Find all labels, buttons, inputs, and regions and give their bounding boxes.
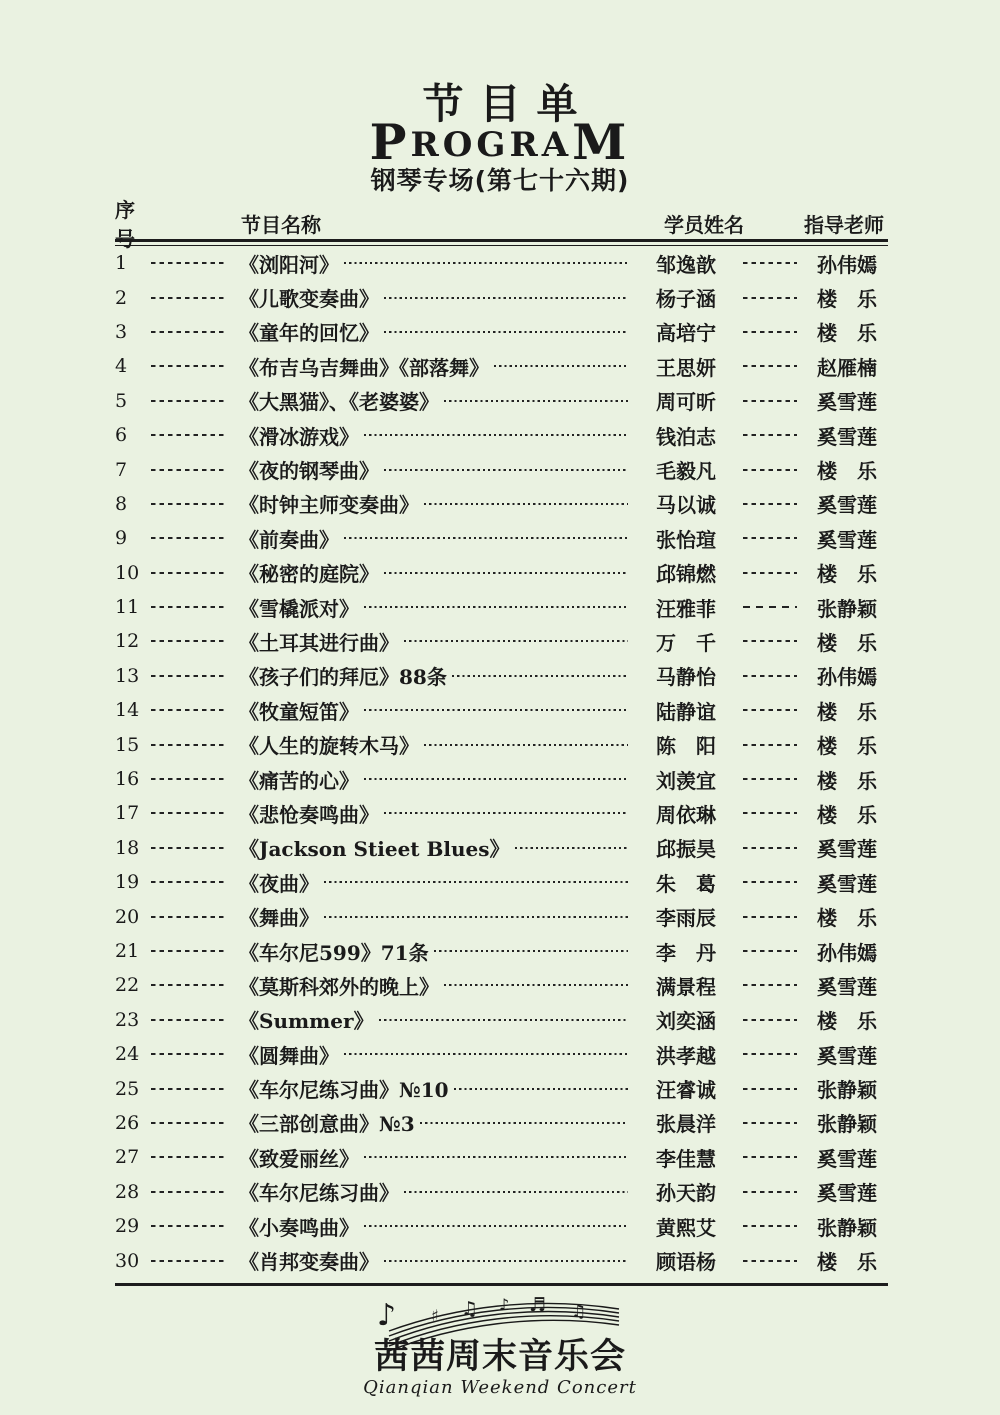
piece-title: 《大黑猫》、《老婆婆》	[239, 390, 439, 415]
leader-dashes-left	[151, 1053, 227, 1055]
leader-dots-middle	[324, 881, 628, 883]
header-double-rule	[115, 239, 888, 246]
row-number: 2	[115, 286, 128, 309]
row-number: 26	[115, 1111, 140, 1134]
student-name: 李雨辰	[656, 906, 716, 931]
row-number: 19	[115, 871, 140, 894]
leader-dashes-left	[151, 1019, 227, 1021]
leader-dots-middle	[434, 950, 628, 952]
piece-title: 《致爱丽丝》	[239, 1146, 359, 1171]
leader-dashes-left	[151, 262, 227, 264]
piece-title: 《Summer》	[239, 1009, 374, 1034]
row-number: 8	[115, 492, 128, 515]
leader-dashes-right	[743, 744, 797, 746]
program-row	[115, 349, 888, 383]
leader-dashes-left	[151, 709, 227, 711]
student-name: 朱 葛	[656, 871, 716, 896]
program-row	[115, 1140, 888, 1174]
student-name: 刘奕涵	[656, 1009, 716, 1034]
leader-dashes-left	[151, 950, 227, 952]
piece-title: 《车尔尼练习曲》№10	[239, 1078, 449, 1103]
program-row	[115, 590, 888, 624]
piece-title: 《人生的旋转木马》	[239, 734, 419, 759]
leader-dashes-left	[151, 469, 227, 471]
leader-dashes-right	[743, 709, 797, 711]
teacher-name: 奚雪莲	[817, 1181, 877, 1206]
piece-title: 《夜的钢琴曲》	[239, 459, 379, 484]
student-name: 陆静谊	[656, 699, 716, 724]
student-name: 李佳慧	[656, 1146, 716, 1171]
row-number: 30	[115, 1249, 140, 1272]
piece-title: 《孩子们的拜厄》88条	[239, 665, 447, 690]
teacher-name: 张静颖	[817, 1215, 877, 1240]
row-number: 1	[115, 252, 128, 275]
teacher-name: 张静颖	[817, 1078, 877, 1103]
sharp-sign-icon: ♯	[430, 1305, 439, 1325]
leader-dashes-left	[151, 503, 227, 505]
program-row	[115, 968, 888, 1002]
leader-dots-middle	[384, 812, 628, 814]
row-number: 23	[115, 1008, 140, 1031]
program-row	[115, 624, 888, 658]
leader-dashes-left	[151, 640, 227, 642]
leader-dots-middle	[364, 434, 628, 436]
teacher-name: 楼 乐	[817, 802, 877, 827]
teacher-name: 楼 乐	[817, 734, 877, 759]
piece-title: 《车尔尼599》71条	[239, 940, 429, 965]
piece-title: 《Jackson Stieet Blues》	[239, 837, 510, 862]
leader-dots-middle	[379, 1019, 628, 1021]
piece-title: 《三部创意曲》№3	[239, 1112, 415, 1137]
leader-dashes-left	[151, 1260, 227, 1262]
row-number: 6	[115, 424, 128, 447]
student-name: 顾语杨	[656, 1250, 716, 1275]
row-number: 9	[115, 527, 128, 550]
program-row	[115, 1209, 888, 1243]
piece-title: 《舞曲》	[239, 906, 319, 931]
row-number: 21	[115, 940, 140, 962]
student-name: 杨子涵	[656, 287, 716, 312]
leader-dots-middle	[384, 1260, 628, 1262]
leader-dashes-right	[743, 1225, 797, 1227]
row-number: 3	[115, 320, 128, 343]
row-number: 27	[115, 1146, 140, 1169]
piece-title: 《童年的回忆》	[239, 321, 379, 346]
leader-dashes-left	[151, 297, 227, 299]
leader-dots-middle	[420, 1122, 628, 1124]
teacher-name: 楼 乐	[817, 699, 877, 724]
program-row	[115, 762, 888, 796]
program-row	[115, 452, 888, 486]
program-row	[115, 384, 888, 418]
student-name: 高培宁	[656, 321, 716, 346]
teacher-name: 孙伟嫣	[817, 252, 877, 277]
music-note-icon: ♬	[528, 1294, 547, 1316]
teacher-name: 奚雪莲	[817, 527, 877, 552]
piece-title: 《肖邦变奏曲》	[239, 1250, 379, 1275]
leader-dashes-left	[151, 606, 227, 608]
student-name: 张晨洋	[656, 1112, 716, 1137]
leader-dashes-left	[151, 365, 227, 367]
row-number: 18	[115, 836, 140, 859]
leader-dots-middle	[384, 469, 628, 471]
leader-dashes-right	[743, 916, 797, 918]
program-row	[115, 831, 888, 865]
program-middle-letters: ROGRA	[410, 125, 573, 165]
leader-dots-middle	[444, 400, 628, 402]
student-name: 满景程	[656, 974, 716, 999]
row-number: 5	[115, 389, 128, 412]
leader-dashes-right	[743, 984, 797, 986]
program-row	[115, 487, 888, 521]
leader-dots-middle	[364, 1156, 628, 1158]
leader-dots-middle	[364, 606, 628, 608]
leader-dashes-left	[151, 572, 227, 574]
leader-dashes-left	[151, 984, 227, 986]
leader-dots-middle	[424, 503, 628, 505]
student-name: 刘羡宜	[656, 768, 716, 793]
student-name: 孙天韵	[656, 1181, 716, 1206]
leader-dashes-right	[743, 297, 797, 299]
program-table-body	[115, 246, 888, 1278]
document-footer	[0, 1295, 1000, 1399]
logo-english-text: Qianqian Weekend Concert	[363, 1377, 637, 1399]
leader-dashes-right	[743, 1088, 797, 1090]
teacher-name: 楼 乐	[817, 630, 877, 655]
teacher-name: 奚雪莲	[817, 871, 877, 896]
leader-dashes-left	[151, 812, 227, 814]
program-row	[115, 1106, 888, 1140]
leader-dots-middle	[404, 1191, 628, 1193]
leader-dashes-right	[743, 1156, 797, 1158]
header-student: 学员姓名	[664, 212, 744, 237]
leader-dashes-left	[151, 744, 227, 746]
header-program: 节目名称	[241, 212, 321, 237]
leader-dots-middle	[344, 1053, 628, 1055]
leader-dashes-right	[743, 537, 797, 539]
leader-dashes-right	[743, 950, 797, 952]
leader-dashes-left	[151, 778, 227, 780]
leader-dots-middle	[384, 572, 628, 574]
piece-title: 《儿歌变奏曲》	[239, 287, 379, 312]
piece-title: 《滑冰游戏》	[239, 424, 359, 449]
student-name: 李 丹	[656, 940, 716, 965]
leader-dots-middle	[424, 744, 628, 746]
leader-dashes-left	[151, 881, 227, 883]
leader-dots-middle	[384, 331, 628, 333]
program-row	[115, 246, 888, 280]
leader-dashes-right	[743, 1122, 797, 1124]
leader-dashes-right	[743, 1053, 797, 1055]
leader-dots-middle	[364, 778, 628, 780]
leader-dashes-right	[743, 606, 797, 608]
leader-dots-middle	[454, 1088, 628, 1090]
teacher-name: 楼 乐	[817, 562, 877, 587]
leader-dots-middle	[444, 984, 628, 986]
leader-dashes-right	[743, 434, 797, 436]
program-row	[115, 1071, 888, 1105]
student-name: 马静怡	[656, 665, 716, 690]
piece-title: 《时钟主师变奏曲》	[239, 493, 419, 518]
piece-title: 《雪橇派对》	[239, 596, 359, 621]
program-row	[115, 315, 888, 349]
music-note-icon: ♫	[570, 1301, 587, 1322]
leader-dots-middle	[364, 1225, 628, 1227]
row-number: 7	[115, 458, 128, 481]
logo-chinese-text: 茜茜周末音乐会	[373, 1336, 626, 1377]
program-row	[115, 865, 888, 899]
page-title-chinese: 节目单	[422, 80, 594, 128]
program-table	[115, 198, 888, 1286]
row-number: 11	[115, 596, 140, 619]
row-number: 4	[115, 355, 128, 378]
leader-dashes-right	[743, 847, 797, 849]
program-row	[115, 1243, 888, 1277]
leader-dashes-right	[743, 572, 797, 574]
leader-dashes-left	[151, 1225, 227, 1227]
piece-title: 《浏阳河》	[239, 252, 339, 277]
leader-dashes-left	[151, 1088, 227, 1090]
leader-dashes-left	[151, 434, 227, 436]
program-row	[115, 280, 888, 314]
row-number: 28	[115, 1180, 140, 1203]
leader-dashes-right	[743, 675, 797, 677]
teacher-name: 楼 乐	[817, 287, 877, 312]
row-number: 22	[115, 974, 140, 997]
teacher-name: 奚雪莲	[817, 493, 877, 518]
teacher-name: 楼 乐	[817, 459, 877, 484]
teacher-name: 楼 乐	[817, 906, 877, 931]
student-name: 万 千	[656, 630, 716, 655]
row-number: 25	[115, 1077, 140, 1100]
student-name: 黄熙艾	[656, 1215, 716, 1240]
teacher-name: 奚雪莲	[817, 837, 877, 862]
teacher-name: 楼 乐	[817, 1250, 877, 1275]
leader-dashes-right	[743, 400, 797, 402]
leader-dots-middle	[452, 675, 628, 677]
program-initial-letter: P	[369, 113, 411, 171]
teacher-name: 孙伟嫣	[817, 665, 877, 690]
page-title-english	[0, 113, 1000, 171]
row-number: 14	[115, 699, 140, 722]
program-row	[115, 934, 888, 968]
student-name: 周依琳	[656, 802, 716, 827]
leader-dashes-right	[743, 812, 797, 814]
program-row	[115, 1175, 888, 1209]
row-number: 10	[115, 561, 140, 584]
student-name: 邱振昊	[656, 837, 716, 862]
student-name: 钱泊志	[656, 424, 716, 449]
program-row	[115, 1003, 888, 1037]
program-row	[115, 659, 888, 693]
leader-dots-middle	[364, 709, 628, 711]
row-number: 12	[115, 630, 140, 653]
program-row	[115, 418, 888, 452]
teacher-name: 奚雪莲	[817, 1043, 877, 1068]
row-number: 20	[115, 905, 140, 928]
row-number: 16	[115, 768, 140, 791]
teacher-name: 孙伟嫣	[817, 940, 877, 965]
leader-dots-middle	[324, 916, 628, 918]
piece-title: 《小奏鸣曲》	[239, 1215, 359, 1240]
leader-dashes-left	[151, 847, 227, 849]
leader-dashes-right	[743, 469, 797, 471]
student-name: 王思妍	[656, 355, 716, 380]
leader-dashes-right	[743, 262, 797, 264]
leader-dots-middle	[494, 365, 628, 367]
student-name: 马以诚	[656, 493, 716, 518]
piece-title: 《土耳其进行曲》	[239, 630, 399, 655]
leader-dashes-left	[151, 675, 227, 677]
leader-dashes-left	[151, 1191, 227, 1193]
student-name: 邱锦燃	[656, 562, 716, 587]
row-number: 13	[115, 664, 140, 687]
leader-dots-middle	[384, 297, 628, 299]
program-row	[115, 1037, 888, 1071]
teacher-name: 奚雪莲	[817, 424, 877, 449]
teacher-name: 楼 乐	[817, 768, 877, 793]
row-number: 17	[115, 802, 140, 825]
teacher-name: 奚雪莲	[817, 390, 877, 415]
concert-subtitle: 钢琴专场(第七十六期)	[370, 166, 630, 195]
teacher-name: 楼 乐	[817, 321, 877, 346]
leader-dashes-right	[743, 365, 797, 367]
student-name: 陈 阳	[656, 734, 716, 759]
teacher-name: 楼 乐	[817, 1009, 877, 1034]
piece-title: 《圆舞曲》	[239, 1043, 339, 1068]
music-note-icon: ♪	[376, 1297, 397, 1333]
leader-dashes-right	[743, 331, 797, 333]
leader-dashes-right	[743, 640, 797, 642]
leader-dashes-right	[743, 503, 797, 505]
row-number: 29	[115, 1215, 140, 1238]
piece-title: 《布吉乌吉舞曲》《部落舞》	[239, 355, 489, 380]
concert-logo	[363, 1295, 637, 1399]
music-note-icon: ♫	[460, 1297, 479, 1320]
row-number: 24	[115, 1043, 140, 1066]
leader-dashes-left	[151, 916, 227, 918]
leader-dashes-right	[743, 778, 797, 780]
program-row	[115, 693, 888, 727]
student-name: 张怡瑄	[656, 527, 716, 552]
teacher-name: 张静颖	[817, 596, 877, 621]
leader-dashes-left	[151, 1122, 227, 1124]
table-header-row	[115, 198, 888, 251]
header-no: 序号	[115, 198, 135, 251]
student-name: 毛毅凡	[656, 459, 716, 484]
row-number: 15	[115, 733, 140, 756]
leader-dashes-left	[151, 331, 227, 333]
header-teacher: 指导老师	[804, 212, 884, 237]
music-note-icon: ♪	[498, 1294, 510, 1314]
program-row	[115, 899, 888, 933]
leader-dots-middle	[344, 262, 628, 264]
program-final-letter: M	[572, 113, 631, 171]
student-name: 洪孝越	[656, 1043, 716, 1068]
leader-dashes-right	[743, 1019, 797, 1021]
student-name: 汪睿诚	[656, 1078, 716, 1103]
piece-title: 《前奏曲》	[239, 527, 339, 552]
table-bottom-rule	[115, 1283, 888, 1286]
program-row	[115, 796, 888, 830]
piece-title: 《牧童短笛》	[239, 699, 359, 724]
leader-dashes-left	[151, 400, 227, 402]
piece-title: 《夜曲》	[239, 871, 319, 896]
piece-title: 《痛苦的心》	[239, 768, 359, 793]
piece-title: 《车尔尼练习曲》	[239, 1181, 399, 1206]
leader-dots-middle	[404, 640, 628, 642]
leader-dots-middle	[515, 847, 628, 849]
student-name: 周可昕	[656, 390, 716, 415]
document-header	[0, 0, 1000, 193]
program-row	[115, 521, 888, 555]
program-row	[115, 556, 888, 590]
teacher-name: 奚雪莲	[817, 974, 877, 999]
teacher-name: 张静颖	[817, 1112, 877, 1137]
leader-dashes-right	[743, 1260, 797, 1262]
program-row	[115, 727, 888, 761]
leader-dots-middle	[344, 537, 628, 539]
teacher-name: 奚雪莲	[817, 1146, 877, 1171]
student-name: 汪雅菲	[656, 596, 716, 621]
leader-dashes-left	[151, 1156, 227, 1158]
piece-title: 《悲怆奏鸣曲》	[239, 802, 379, 827]
teacher-name: 赵雁楠	[817, 355, 877, 380]
leader-dashes-right	[743, 881, 797, 883]
student-name: 邹逸歆	[656, 252, 716, 277]
piece-title: 《秘密的庭院》	[239, 562, 379, 587]
leader-dashes-right	[743, 1191, 797, 1193]
leader-dashes-left	[151, 537, 227, 539]
piece-title: 《莫斯科郊外的晚上》	[239, 974, 439, 999]
